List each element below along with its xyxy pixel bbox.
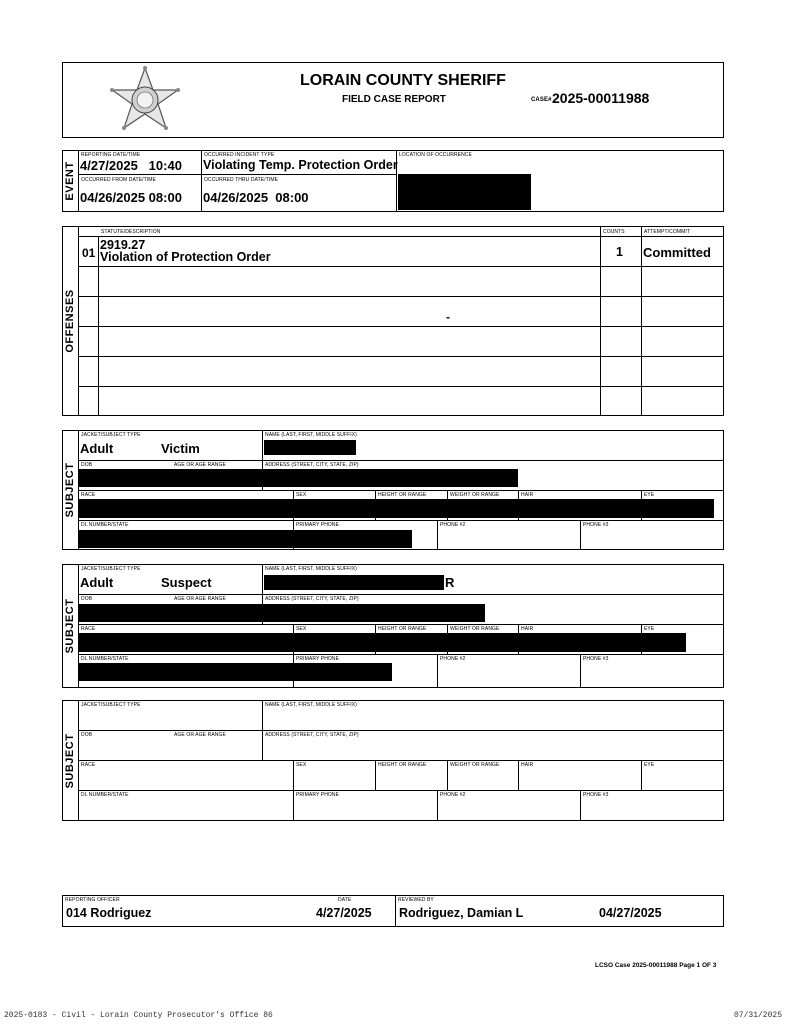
reporting-officer-value: 014 Rodriguez — [66, 906, 152, 920]
offense-statute: 2919.27 — [100, 238, 146, 252]
subject-1-dob-address-redaction — [78, 469, 518, 487]
report-type-title: FIELD CASE REPORT — [342, 94, 446, 105]
location-label: LOCATION OF OCCURRENCE — [399, 152, 472, 158]
incident-type-value: Violating Temp. Protection Order — [203, 158, 398, 172]
incident-type-label: OCCURRED INCIDENT TYPE — [204, 152, 275, 158]
offense-attempt: Committed — [643, 245, 711, 260]
offense-counts: 1 — [616, 245, 623, 259]
subject-2-dl-label: DL NUMBER/STATE — [81, 656, 129, 662]
subject-2-race-label: RACE — [81, 626, 96, 632]
subject-1-dl-phone-redaction — [78, 530, 412, 548]
page-reference: LCSO Case 2025-00011988 Page 1 OF 3 — [595, 962, 717, 969]
occurred-thru-value: 04/26/2025 08:00 — [203, 190, 309, 205]
subject-3-phone2-label: PHONE #2 — [440, 792, 466, 798]
subject-1-jacket-value: Adult — [80, 441, 114, 456]
subject-2-name-suffix: R — [445, 575, 455, 590]
occurred-from-value: 04/26/2025 08:00 — [80, 190, 182, 205]
subject-2-dl-phone-redaction — [78, 663, 392, 681]
subject-1-jacket-label: JACKET/SUBJECT TYPE — [81, 432, 141, 438]
offense-dash: - — [446, 310, 450, 324]
subject-2-name-label: NAME (LAST, FIRST, MIDDLE SUFFIX) — [265, 566, 357, 572]
subject-3-dob-label: DOB — [81, 732, 93, 738]
subject-1-name-redaction — [264, 440, 356, 455]
subject-3-sex-label: SEX — [296, 762, 307, 768]
statute-label: STATUTE/DESCRIPTION — [101, 229, 161, 235]
subject-3-age-label: AGE OR AGE RANGE — [174, 732, 226, 738]
offense-description: Violation of Protection Order — [100, 250, 271, 264]
subject-1-weight-label: WEIGHT OR RANGE — [450, 492, 500, 498]
subject-1-race-label: RACE — [81, 492, 96, 498]
officer-date-value: 4/27/2025 — [316, 906, 372, 920]
subject-2-dob-label: DOB — [81, 596, 93, 602]
event-section-label: EVENT — [64, 161, 76, 201]
occurred-thru-label: OCCURRED THRU DATE/TIME — [204, 177, 279, 183]
case-number: 2025-00011988 — [552, 90, 650, 106]
officer-date-label: DATE — [338, 897, 352, 903]
reporting-datetime-label: REPORTING DATE/TIME — [81, 152, 141, 158]
subject-2-phone3-label: PHONE #3 — [583, 656, 609, 662]
bates-right: 07/31/2025 — [734, 1011, 783, 1020]
subject-2-address-label: ADDRESS (STREET, CITY, STATE, ZIP) — [265, 596, 359, 602]
subject-3-weight-label: WEIGHT OR RANGE — [450, 762, 500, 768]
subject-3-phone3-label: PHONE #3 — [583, 792, 609, 798]
subject-1-name-label: NAME (LAST, FIRST, MIDDLE SUFFIX) — [265, 432, 357, 438]
subject-3-address-label: ADDRESS (STREET, CITY, STATE, ZIP) — [265, 732, 359, 738]
subject-2-jacket-value: Adult — [80, 575, 114, 590]
subject-1-description-redaction — [78, 499, 714, 518]
subject-2-jacket-label: JACKET/SUBJECT TYPE — [81, 566, 141, 572]
subject-3-hair-label: HAIR — [521, 762, 534, 768]
subject-3-name-label: NAME (LAST, FIRST, MIDDLE SUFFIX) — [265, 702, 357, 708]
reporting-datetime-value: 4/27/2025 10:40 — [80, 158, 182, 173]
subject-1-phone3-label: PHONE #3 — [583, 522, 609, 528]
subject-1-sex-label: SEX — [296, 492, 307, 498]
subject-3-eye-label: EYE — [644, 762, 655, 768]
subject-1-dob-label: DOB — [81, 462, 93, 468]
subject-2-eye-label: EYE — [644, 626, 655, 632]
subject-2-phone2-label: PHONE #2 — [440, 656, 466, 662]
subject-3-dl-label: DL NUMBER/STATE — [81, 792, 129, 798]
location-redaction — [398, 174, 531, 210]
reviewed-date-value: 04/27/2025 — [599, 906, 662, 920]
sheriff-star-badge-icon — [108, 66, 182, 132]
counts-label: COUNTS — [603, 229, 625, 235]
subject-2-dob-address-redaction — [78, 604, 485, 622]
subject-3-height-label: HEIGHT OR RANGE — [378, 762, 427, 768]
subject-1-phone-label: PRIMARY PHONE — [296, 522, 340, 528]
reviewed-by-value: Rodriguez, Damian L — [399, 906, 524, 920]
subject-2-age-label: AGE OR AGE RANGE — [174, 596, 226, 602]
subject-1-age-label: AGE OR AGE RANGE — [174, 462, 226, 468]
subject-2-sex-label: SEX — [296, 626, 307, 632]
subject-2-weight-label: WEIGHT OR RANGE — [450, 626, 500, 632]
subject-3-jacket-label: JACKET/SUBJECT TYPE — [81, 702, 141, 708]
reviewed-by-label: REVIEWED BY — [398, 897, 434, 903]
reporting-officer-label: REPORTING OFFICER — [65, 897, 120, 903]
subject-2-hair-label: HAIR — [521, 626, 534, 632]
subject-1-dl-label: DL NUMBER/STATE — [81, 522, 129, 528]
occurred-from-label: OCCURRED FROM DATE/TIME — [81, 177, 156, 183]
subject-3-phone-label: PRIMARY PHONE — [296, 792, 340, 798]
attempt-label: ATTEMPT/COMMIT — [644, 229, 691, 235]
subject-3-race-label: RACE — [81, 762, 96, 768]
subject-1-height-label: HEIGHT OR RANGE — [378, 492, 427, 498]
subject-2-height-label: HEIGHT OR RANGE — [378, 626, 427, 632]
bates-left: 2025-0183 - Civil - Lorain County Prosecutor's Office 86 — [4, 1011, 273, 1020]
subject-2-phone-label: PRIMARY PHONE — [296, 656, 340, 662]
subject-1-address-label: ADDRESS (STREET, CITY, STATE, ZIP) — [265, 462, 359, 468]
subject-1-role: Victim — [161, 441, 200, 456]
subject-1-phone2-label: PHONE #2 — [440, 522, 466, 528]
case-number-label: CASE# — [531, 97, 552, 103]
subject-2-description-redaction — [78, 633, 686, 652]
subject-1-hair-label: HAIR — [521, 492, 534, 498]
subject-3-section-label: SUBJECT — [64, 733, 76, 789]
subject-2-section-label: SUBJECT — [64, 598, 76, 654]
subject-1-section-label: SUBJECT — [64, 462, 76, 518]
offenses-section-label: OFFENSES — [64, 289, 76, 353]
agency-title: LORAIN COUNTY SHERIFF — [300, 72, 506, 89]
subject-1-eye-label: EYE — [644, 492, 655, 498]
subject-2-name-redaction — [264, 575, 444, 590]
subject-2-role: Suspect — [161, 575, 212, 590]
offense-row-number: 01 — [82, 246, 96, 260]
